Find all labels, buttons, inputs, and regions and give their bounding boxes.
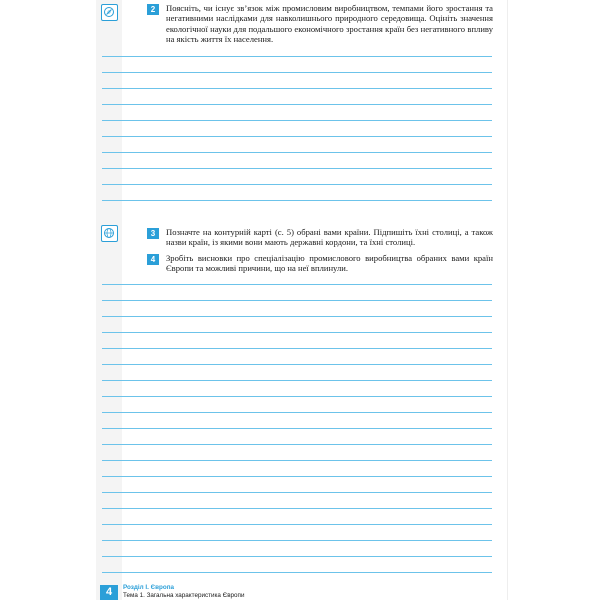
task-3	[147, 227, 493, 248]
answer-line	[102, 364, 492, 365]
write-icon	[101, 4, 118, 21]
task-text: Зробіть висновки про спеціалізацію промислового виробництва обраних вами країн Європи та можливі причини, що на неї вплинули.	[166, 253, 493, 274]
answer-line	[102, 396, 492, 397]
task-number: 2	[147, 4, 159, 15]
answer-line	[102, 508, 492, 509]
task-number: 4	[147, 254, 159, 265]
answer-line	[102, 56, 492, 57]
answer-line	[102, 284, 492, 285]
task-2	[147, 3, 493, 45]
answer-line	[102, 412, 492, 413]
answer-line	[102, 380, 492, 381]
running-footer	[123, 584, 423, 600]
answer-line	[102, 184, 492, 185]
answer-line	[102, 200, 492, 201]
answer-line	[102, 152, 492, 153]
answer-line	[102, 300, 492, 301]
answer-line	[102, 332, 492, 333]
answer-line	[102, 428, 492, 429]
footer-section: Розділ І. Європа	[123, 584, 175, 591]
answer-line	[102, 104, 492, 105]
answer-line	[102, 168, 492, 169]
task-number: 3	[147, 228, 159, 239]
answer-line	[102, 316, 492, 317]
answer-line	[102, 476, 492, 477]
answer-line	[102, 88, 492, 89]
answer-line	[102, 72, 492, 73]
answer-line	[102, 136, 492, 137]
task-4	[147, 253, 493, 274]
answer-line	[102, 460, 492, 461]
answer-line	[102, 572, 492, 573]
answer-line	[102, 540, 492, 541]
task-text: Позначте на контурній карті (с. 5) обрані вами країни. Підпишіть їхні столиці, а також назви країн, із якими вони мають державні кордони, та їхні столиці.	[166, 227, 493, 248]
answer-line	[102, 348, 492, 349]
answer-line	[102, 120, 492, 121]
task-text: Поясніть, чи існує зв’язок між промисловим виробництвом, темпами його зростання та негативними наслідками для навколишнього природного середовища. Оцініть значення екологічної науки для подальшого економічного зростання країн без негативного впливу на якість життя їх населення.	[166, 3, 493, 45]
answer-line	[102, 556, 492, 557]
footer-topic: Тема 1. Загальна характеристика Європи	[123, 592, 245, 599]
answer-line	[102, 492, 492, 493]
answer-line	[102, 524, 492, 525]
answer-line	[102, 444, 492, 445]
globe-icon	[101, 225, 118, 242]
page-number: 4	[100, 585, 118, 600]
